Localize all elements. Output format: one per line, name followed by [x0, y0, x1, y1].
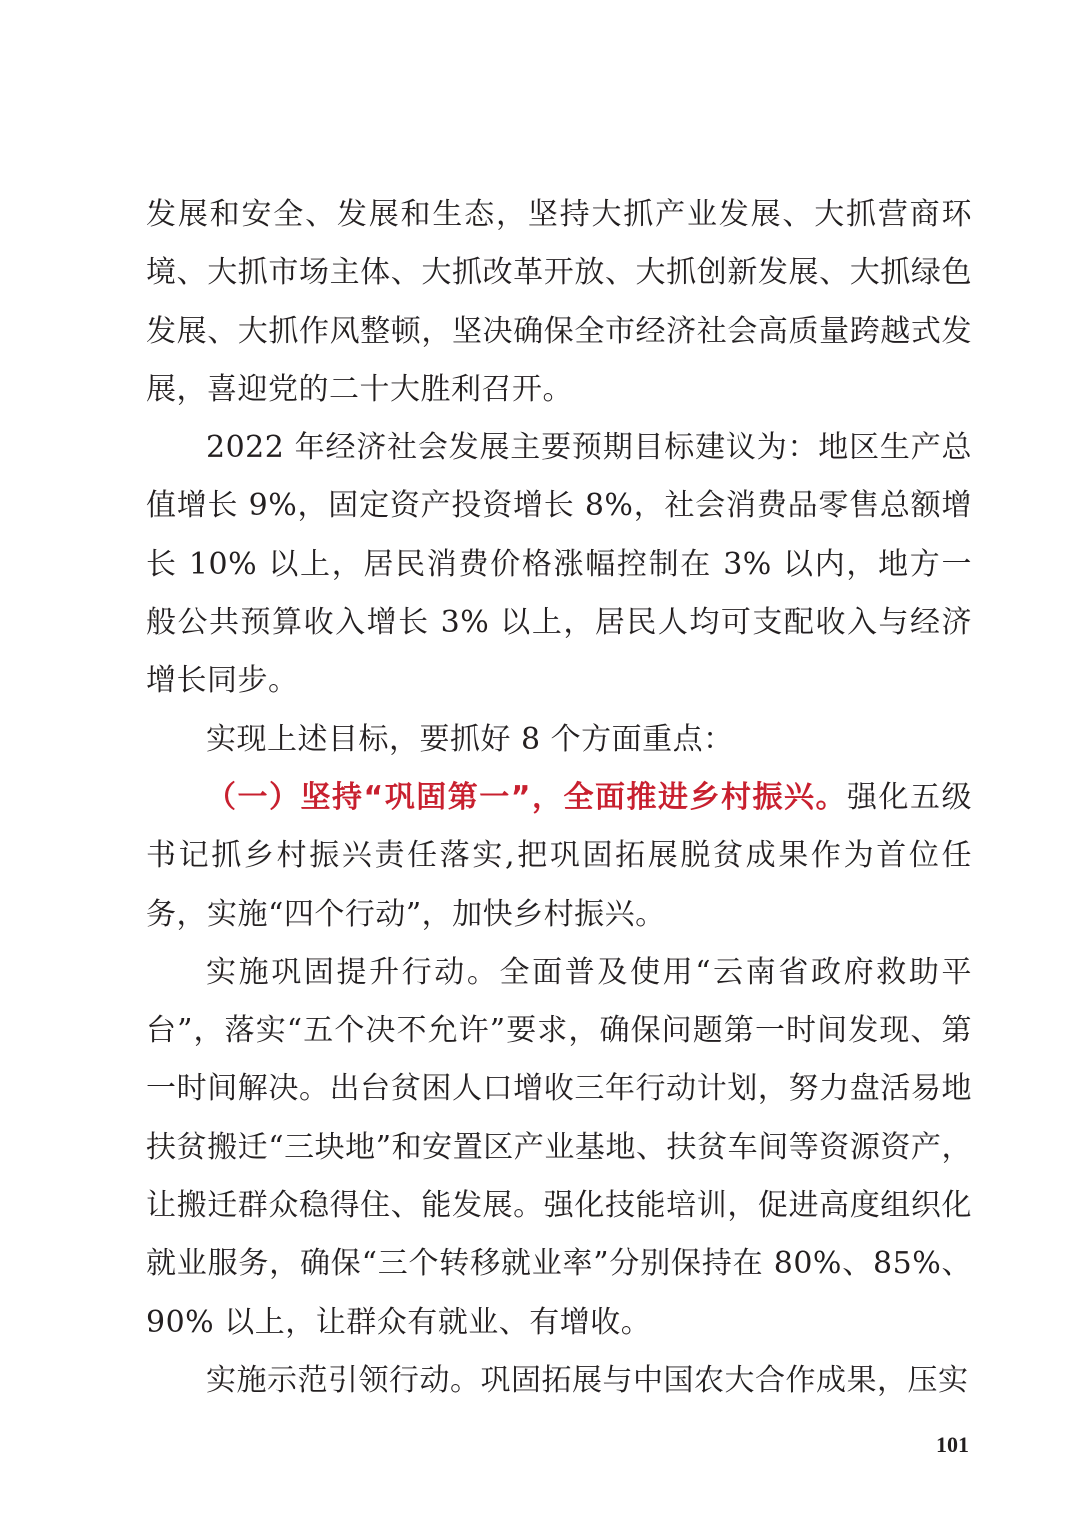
paragraph-consolidation: 实施巩固提升行动。全面普及使用“云南省政府救助平台”，落实“五个决不允许”要求，确保问题第一时间发现、第一时间解决。出台贫困人口增收三年行动计划，努力盘活易地扶贫搬迁“三块地”和安置区产业基地、扶贫车间等资源资产，让搬迁群众稳得住、能发展。强化技能培训，促进高度组织化就业服务，确保“三个转移就业率”分别保持在 80%、85%、90% 以上，让群众有就业、有增收。 [146, 954, 972, 1340]
paragraph-targets: 2022 年经济社会发展主要预期目标建议为：地区生产总值增长 9%，固定资产投资增长 8%，社会消费品零售总额增长 10% 以上，居民消费价格涨幅控制在 3% 以内，地方一般公共预算收入增长 3% 以上，居民人均可支配收入与经济增长同步。 [146, 430, 972, 699]
paragraph-section-one [146, 769, 972, 944]
section-body: 强化五级书记抓乡村振兴责任落实,把巩固拓展脱贫成果作为首位任务，实施“四个行动”，加快乡村振兴。 [146, 779, 973, 932]
document-body [146, 186, 972, 1410]
paragraph-intro: 实现上述目标，要抓好 8 个方面重点： [206, 721, 734, 757]
section-heading: （一）坚持“巩固第一”，全面推进乡村振兴。 [206, 779, 847, 815]
page-number: 101 [936, 1432, 969, 1457]
paragraph-continuation: 发展和安全、发展和生态，坚持大抓产业发展、大抓营商环境、大抓市场主体、大抓改革开放、大抓创新发展、大抓绿色发展、大抓作风整顿，坚决确保全市经济社会高质量跨越式发展，喜迎党的二十大胜利召开。 [146, 197, 972, 407]
paragraph-demonstration: 实施示范引领行动。巩固拓展与中国农大合作成果，压实 [206, 1362, 969, 1398]
